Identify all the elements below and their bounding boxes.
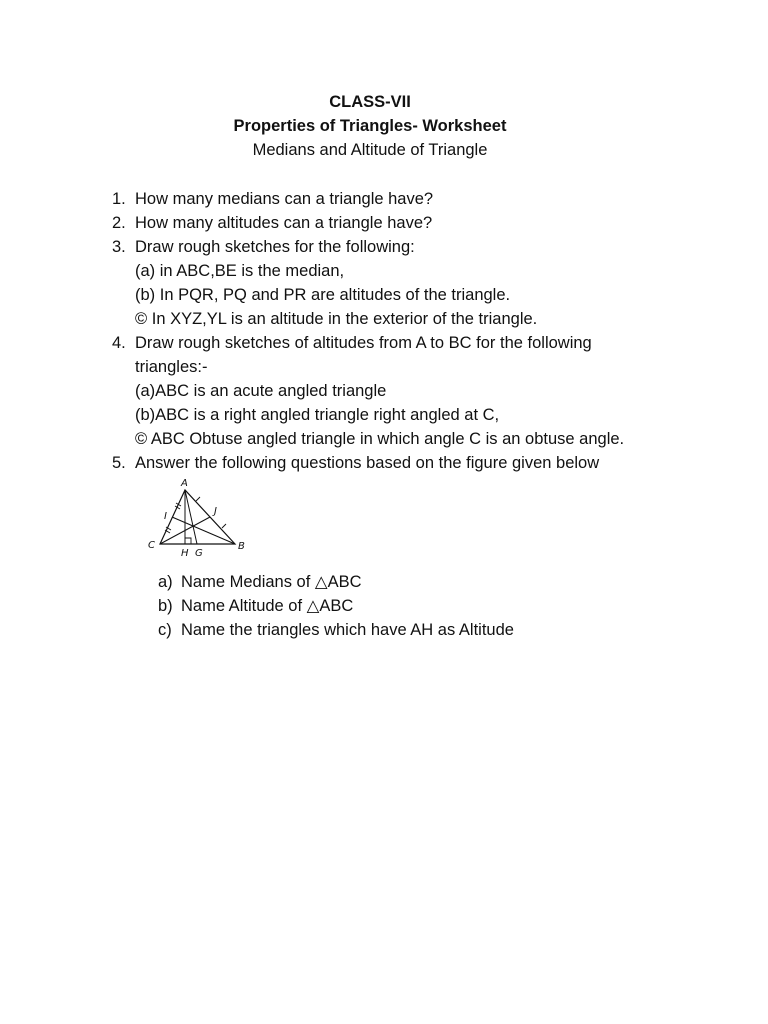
right-angle-marker (185, 538, 191, 544)
question-number: 2. (112, 214, 126, 232)
question-5-part-c (158, 618, 514, 642)
question-3-part-c: © In XYZ,YL is an altitude in the exterior of the triangle. (135, 310, 538, 328)
label-a: A (181, 478, 188, 489)
question-number: 5. (112, 454, 126, 472)
question-4-continuation: triangles:- (135, 358, 208, 376)
question-number: 4. (112, 334, 126, 352)
part-letter: a) (158, 573, 173, 591)
class-label: CLASS-VII (329, 93, 411, 111)
question-text: Draw rough sketches of altitudes from A to BC for the following (135, 334, 592, 352)
label-h: H (181, 548, 189, 559)
part-letter: c) (158, 621, 172, 639)
worksheet-title: Properties of Triangles- Worksheet (233, 117, 507, 135)
question-3-part-b: (b) In PQR, PQ and PR are altitudes of the triangle. (135, 286, 511, 304)
tick-mark (196, 497, 200, 501)
part-text: Name Medians of △ABC (181, 573, 362, 591)
question-4-part-a: (a)ABC is an acute angled triangle (135, 382, 387, 400)
label-j: J (214, 506, 217, 517)
triangle-abc (160, 490, 235, 544)
question-4-part-c: © ABC Obtuse angled triangle in which angle C is an obtuse angle. (135, 430, 625, 448)
label-c: C (148, 540, 155, 551)
label-b: B (238, 541, 245, 552)
label-i: I (164, 511, 167, 522)
question-number: 1. (112, 190, 126, 208)
question-5-part-a (158, 570, 362, 594)
part-text: Name the triangles which have AH as Altitude (181, 621, 514, 639)
median-ag (185, 490, 197, 544)
part-text: Name Altitude of △ABC (181, 597, 354, 615)
part-letter: b) (158, 597, 173, 615)
tick-mark (222, 524, 226, 528)
question-number: 3. (112, 238, 126, 256)
question-3-part-a: (a) in ABC,BE is the median, (135, 262, 345, 280)
worksheet-subtitle: Medians and Altitude of Triangle (252, 141, 488, 159)
worksheet-header (0, 90, 740, 162)
question-text: Draw rough sketches for the following: (135, 238, 415, 256)
label-g: G (195, 548, 203, 559)
triangle-diagram (140, 476, 260, 566)
question-text: How many altitudes can a triangle have? (135, 214, 433, 232)
question-text: Answer the following questions based on the figure given below (135, 454, 600, 472)
question-text: How many medians can a triangle have? (135, 190, 434, 208)
question-5-part-b (158, 594, 354, 618)
triangle-figure (140, 476, 260, 566)
question-4-part-b: (b)ABC is a right angled triangle right angled at C, (135, 406, 500, 424)
